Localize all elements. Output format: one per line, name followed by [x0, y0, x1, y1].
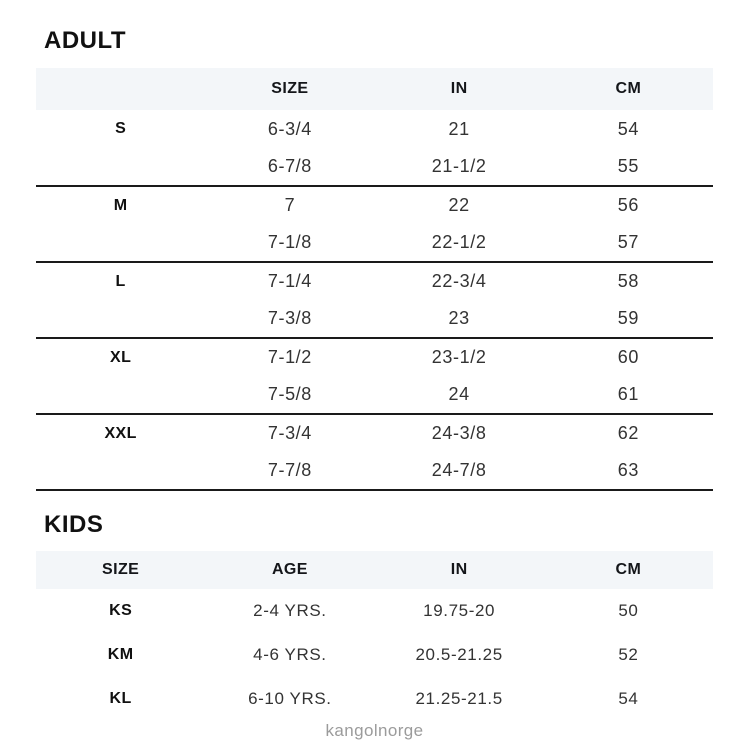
- table-row: [36, 148, 713, 186]
- inches-value: 24: [375, 376, 544, 414]
- adult-header-size: SIZE: [205, 68, 374, 110]
- table-row: [36, 300, 713, 338]
- table-row: [36, 110, 713, 148]
- inches-value: 22-1/2: [375, 224, 544, 262]
- kids-header-size: SIZE: [36, 551, 205, 589]
- adult-header-row: [36, 68, 713, 110]
- size-group-label-empty: [36, 300, 205, 338]
- cm-value: 62: [617, 423, 639, 443]
- kids-header-row: [36, 551, 713, 589]
- kids-header-age: AGE: [205, 551, 374, 589]
- size-group-label-empty: [36, 452, 205, 490]
- size-group-label: XXL: [104, 424, 137, 442]
- cm-value: 60: [617, 347, 639, 367]
- size-group-label: XL: [110, 348, 132, 366]
- size-group-label: M: [113, 196, 128, 214]
- hat-size-value: 7-1/4: [267, 271, 312, 291]
- hat-size-value: 7-5/8: [205, 376, 374, 414]
- age-value: 4-6 YRS.: [253, 645, 327, 664]
- cm-value: 57: [544, 224, 713, 262]
- adult-size-table: [36, 68, 713, 491]
- cm-value: 63: [544, 452, 713, 490]
- kids-section-title: KIDS: [44, 511, 104, 538]
- hat-size-value: 7-3/4: [267, 423, 312, 443]
- hat-size-value: 7-7/8: [205, 452, 374, 490]
- kids-size-label: KL: [109, 690, 132, 707]
- table-row: [36, 677, 713, 721]
- adult-header-in: IN: [375, 68, 544, 110]
- kids-size-table: [36, 551, 713, 721]
- hat-size-value: 7: [284, 195, 296, 215]
- table-row: [36, 376, 713, 414]
- inches-value: 21: [448, 118, 470, 139]
- hat-size-value: 6-7/8: [205, 148, 374, 186]
- adult-header-blank: [36, 68, 205, 110]
- cm-value: 54: [618, 689, 639, 708]
- table-row: [36, 262, 713, 300]
- table-row: [36, 633, 713, 677]
- kids-header-in: IN: [375, 551, 544, 589]
- cm-value: 56: [617, 195, 639, 215]
- footer-watermark: kangolnorge: [325, 721, 424, 740]
- hat-size-value: 7-1/8: [205, 224, 374, 262]
- table-row: [36, 452, 713, 490]
- cm-value: 59: [544, 300, 713, 338]
- cm-value: 50: [618, 601, 639, 620]
- hat-size-value: 6-3/4: [267, 118, 312, 139]
- hat-size-value: 7-3/8: [205, 300, 374, 338]
- kids-header-cm: CM: [544, 551, 713, 589]
- kids-size-label: KS: [109, 602, 133, 619]
- cm-value: 58: [617, 271, 639, 291]
- age-value: 2-4 YRS.: [253, 601, 327, 620]
- inches-value: 22-3/4: [431, 271, 487, 291]
- adult-section-title: ADULT: [44, 27, 127, 54]
- cm-value: 61: [544, 376, 713, 414]
- inches-value: 24-7/8: [375, 452, 544, 490]
- size-group-label-empty: [36, 148, 205, 186]
- cm-value: 55: [544, 148, 713, 186]
- cm-value: 54: [617, 118, 639, 139]
- adult-header-cm: CM: [544, 68, 713, 110]
- inches-value: 22: [448, 195, 470, 215]
- inches-value: 21-1/2: [375, 148, 544, 186]
- inches-value: 20.5-21.25: [415, 645, 503, 664]
- table-row: [36, 589, 713, 633]
- hat-size-value: 7-1/2: [267, 347, 312, 367]
- inches-value: 24-3/8: [431, 423, 487, 443]
- inches-value: 21.25-21.5: [415, 689, 503, 708]
- kids-size-label: KM: [107, 646, 134, 663]
- size-group-label: S: [115, 120, 127, 137]
- inches-value: 23-1/2: [431, 347, 487, 367]
- table-row: [36, 338, 713, 376]
- inches-value: 23: [375, 300, 544, 338]
- cm-value: 52: [618, 645, 639, 664]
- table-row: [36, 186, 713, 224]
- age-value: 6-10 YRS.: [248, 689, 332, 708]
- size-group-label-empty: [36, 376, 205, 414]
- table-row: [36, 414, 713, 452]
- size-group-label-empty: [36, 224, 205, 262]
- table-row: [36, 224, 713, 262]
- inches-value: 19.75-20: [423, 601, 496, 620]
- size-group-label: L: [115, 272, 126, 290]
